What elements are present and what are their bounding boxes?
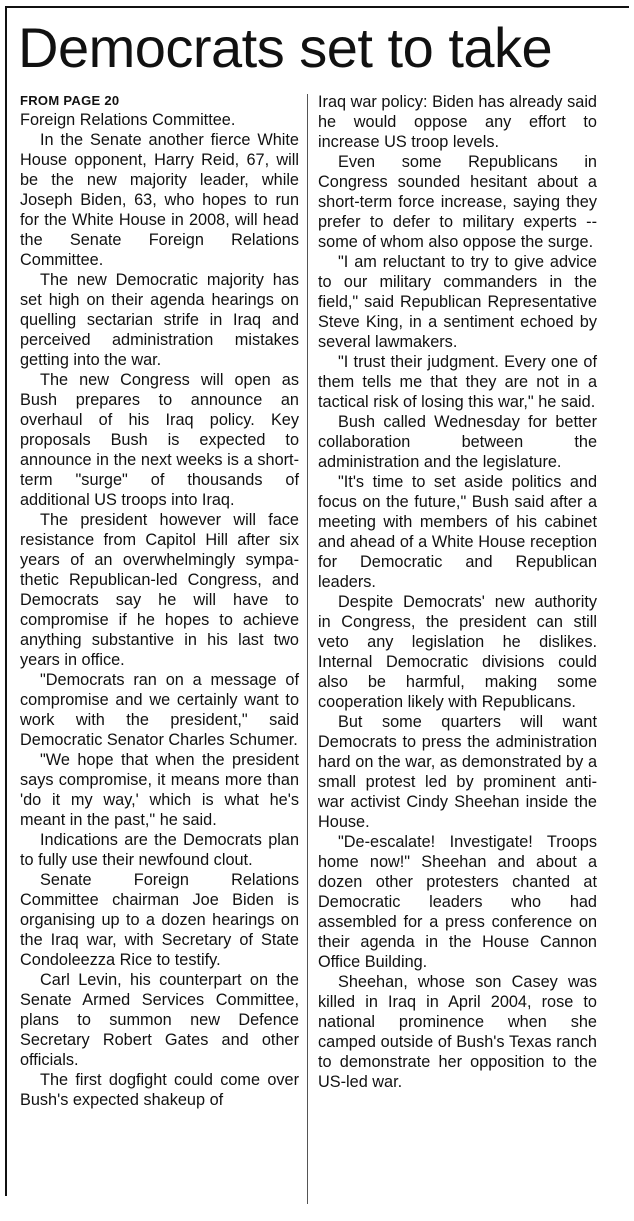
paragraph: But some quarters will want Democrats to press the administration hard on the war, as demonstrated by a small protest led by prominent anti-war activist Cindy Sheehan inside the House. xyxy=(318,713,597,831)
column-divider xyxy=(307,94,308,1204)
paragraph: Iraq war policy: Biden has already said he would oppose any effort to increase US troop levels. xyxy=(318,93,597,151)
paragraph: Foreign Relations Committee. xyxy=(20,111,236,129)
article-column-right xyxy=(318,92,597,1092)
paragraph: "I am reluctant to try to give advice to our military commanders in the field," said Republican Representative Steve King, in a sentiment echoed by several lawmakers. xyxy=(318,253,597,351)
paragraph: Even some Republicans in Congress sounded hesitant about a short-term force increase, saying they prefer to defer to military experts -- some of whom also oppose the surge. xyxy=(318,153,597,251)
paragraph: "I trust their judgment. Every one of them tells me that they are not in a tactical risk of losing this war," he said. xyxy=(318,353,597,411)
paragraph: Despite Democrats' new authority in Congress, the president can still veto any legislation he dislikes. Internal Democratic divisions could also be harmful, making some cooperation likely with Republicans. xyxy=(318,593,597,711)
paragraph: "We hope that when the president says compromise, it means more than 'do it my way,' which is what he's meant in the past," he said. xyxy=(20,751,299,829)
article-column-left xyxy=(20,92,299,1110)
paragraph: The president however will face resistance from Capitol Hill after six years of an overwhelmingly sympathetic Republican-led Congress, and Democrats say he will have to compromise if he hopes to achieve anything substantive in his last two years in office. xyxy=(20,511,299,669)
paragraph: "De-escalate! Investigate! Troops home now!" Sheehan and about a dozen other protesters chanted at Democratic leaders who had assembled for a press conference on their agenda in the House Cannon Office Building. xyxy=(318,833,597,971)
paragraph: Carl Levin, his counterpart on the Senate Armed Services Committee, plans to summon new Defence Secretary Robert Gates and other officials. xyxy=(20,971,299,1069)
continuation-kicker: FROM PAGE 20 xyxy=(20,93,120,108)
left-border xyxy=(5,6,7,1196)
paragraph: Sheehan, whose son Casey was killed in Iraq in April 2004, rose to national prominence when she camped outside of Bush's Texas ranch to demonstrate her opposition to the US-led war. xyxy=(318,973,597,1091)
paragraph: Indications are the Democrats plan to fully use their newfound clout. xyxy=(20,831,299,869)
top-border xyxy=(5,6,629,8)
paragraph: Bush called Wednesday for better collaboration between the administration and the legislature. xyxy=(318,413,597,471)
paragraph: The first dogfight could come over Bush's expected shakeup of xyxy=(20,1071,299,1109)
paragraph: Senate Foreign Relations Committee chairman Joe Biden is organising up to a dozen hearings on the Iraq war, with Secretary of State Condoleezza Rice to testify. xyxy=(20,871,299,969)
paragraph: "Democrats ran on a message of compromise and we certainly want to work with the president," said Democratic Senator Charles Schumer. xyxy=(20,671,299,749)
paragraph: The new Congress will open as Bush prepares to announce an overhaul of his Iraq policy. Key proposals Bush is expected to announce in the next weeks is a short-term "surge" of thousands of additional US troops into Iraq. xyxy=(20,371,299,509)
headline: Democrats set to take xyxy=(18,16,553,79)
paragraph: The new Democratic majority has set high on their agenda hearings on quelling sectarian strife in Iraq and perceived administration mistakes getting into the war. xyxy=(20,271,299,369)
paragraph: In the Senate another fierce White House opponent, Harry Reid, 67, will be the new majority leader, while Joseph Biden, 63, who hopes to run for the White House in 2008, will head the Senate Foreign Relations Committee. xyxy=(20,131,299,269)
paragraph: "It's time to set aside politics and focus on the future," Bush said after a meeting with members of his cabinet and ahead of a White House reception for Democratic and Republican leaders. xyxy=(318,473,597,591)
